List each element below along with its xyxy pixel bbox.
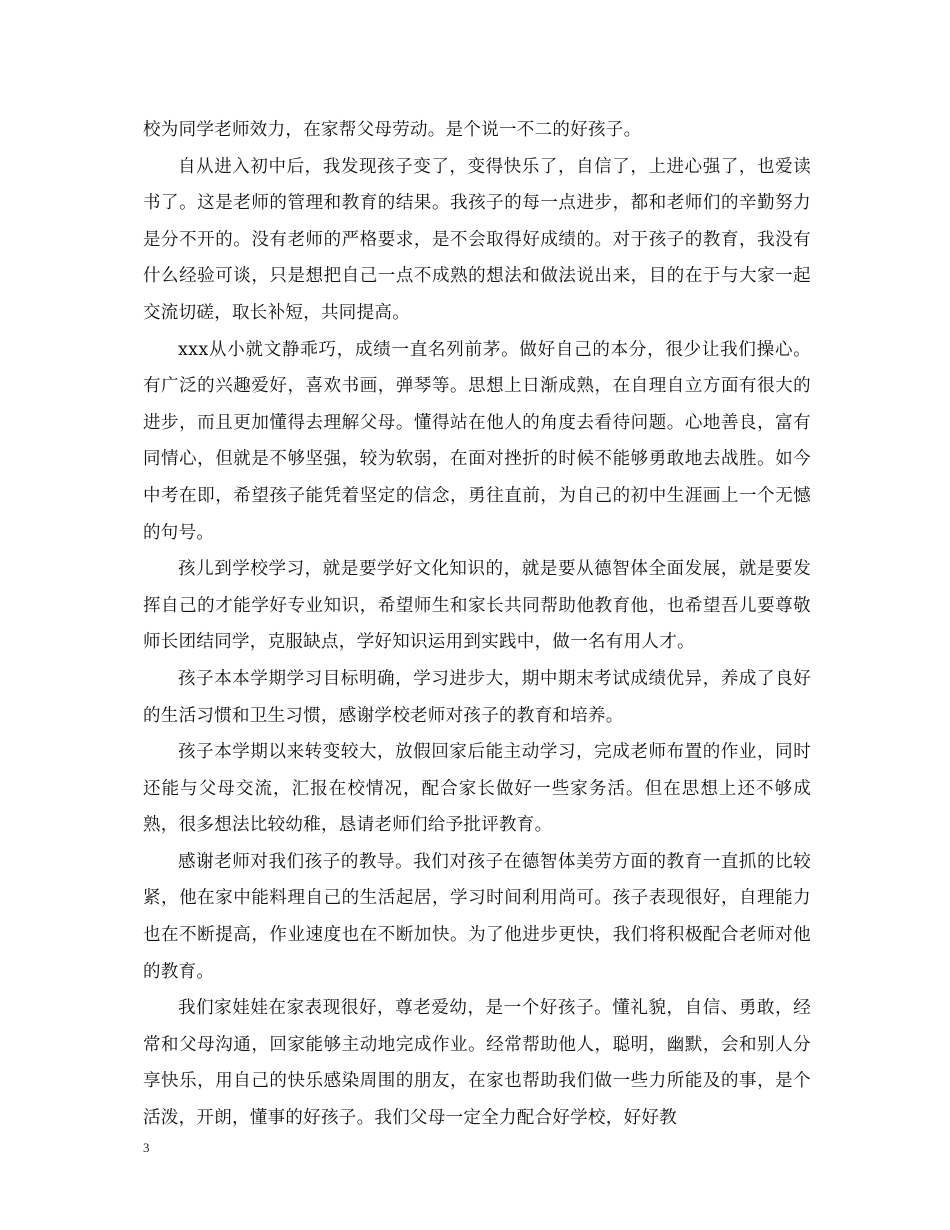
- document-body: [143, 112, 811, 1137]
- paragraph: xxx从小就文静乖巧，成绩一直名列前茅。做好自己的本分，很少让我们操心。有广泛的兴趣爱好，喜欢书画，弹琴等。思想上日渐成熟，在自理自立方面有很大的进步，而且更加懂得去理解父母。懂得站在他人的角度去看待问题。心地善良，富有同情心，但就是不够坚强，较为软弱，在面对挫折的时候不能够勇敢地去战胜。如今中考在即，希望孩子能凭着坚定的信念，勇往直前，为自己的初中生涯画上一个无憾的句号。: [143, 339, 811, 543]
- paragraph: 孩子本本学期学习目标明确，学习进步大，期中期末考试成绩优异，养成了良好的生活习惯和卫生习惯，感谢学校老师对孩子的教育和培养。: [143, 668, 811, 726]
- paragraph: 感谢老师对我们孩子的教导。我们对孩子在德智体美劳方面的教育一直抓的比较紧，他在家中能料理自己的生活起居，学习时间利用尚可。孩子表现很好，自理能力也在不断提高，作业速度也在不断加快。为了他进步更快，我们将积极配合老师对他的教育。: [143, 851, 811, 982]
- paragraph: 孩子本学期以来转变较大，放假回家后能主动学习，完成老师布置的作业，同时还能与父母交流，汇报在校情况，配合家长做好一些家务活。但在思想上还不够成熟，很多想法比较幼稚，恳请老师们给予批评教育。: [143, 742, 811, 836]
- paragraph: 自从进入初中后，我发现孩子变了，变得快乐了，自信了，上进心强了，也爱读书了。这是老师的管理和教育的结果。我孩子的每一点进步，都和老师们的辛勤努力是分不开的。没有老师的严格要求，是不会取得好成绩的。对于孩子的教育，我没有什么经验可谈，只是想把自己一点不成熟的想法和做法说出来，目的在于与大家一起交流切磋，取长补短，共同提高。: [143, 156, 811, 323]
- page-number: 3: [143, 1140, 150, 1155]
- paragraph-continued: 校为同学老师效力，在家帮父母劳动。是个说一不二的好孩子。: [143, 120, 642, 140]
- paragraph: 孩儿到学校学习，就是要学好文化知识的，就是要从德智体全面发展，就是要发挥自己的才能学好专业知识，希望师生和家长共同帮助他教育他，也希望吾儿要尊敬师长团结同学，克服缺点，学好知识运用到实践中，做一名有用人才。: [143, 559, 811, 653]
- paragraph: 我们家娃娃在家表现很好，尊老爱幼，是一个好孩子。懂礼貌，自信、勇敢，经常和父母沟通，回家能够主动地完成作业。经常帮助他人，聪明，幽默，会和别人分享快乐，用自己的快乐感染周围的朋友，在家也帮助我们做一些力所能及的事，是个活泼，开朗，懂事的好孩子。我们父母一定全力配合好学校，好好教: [143, 998, 811, 1129]
